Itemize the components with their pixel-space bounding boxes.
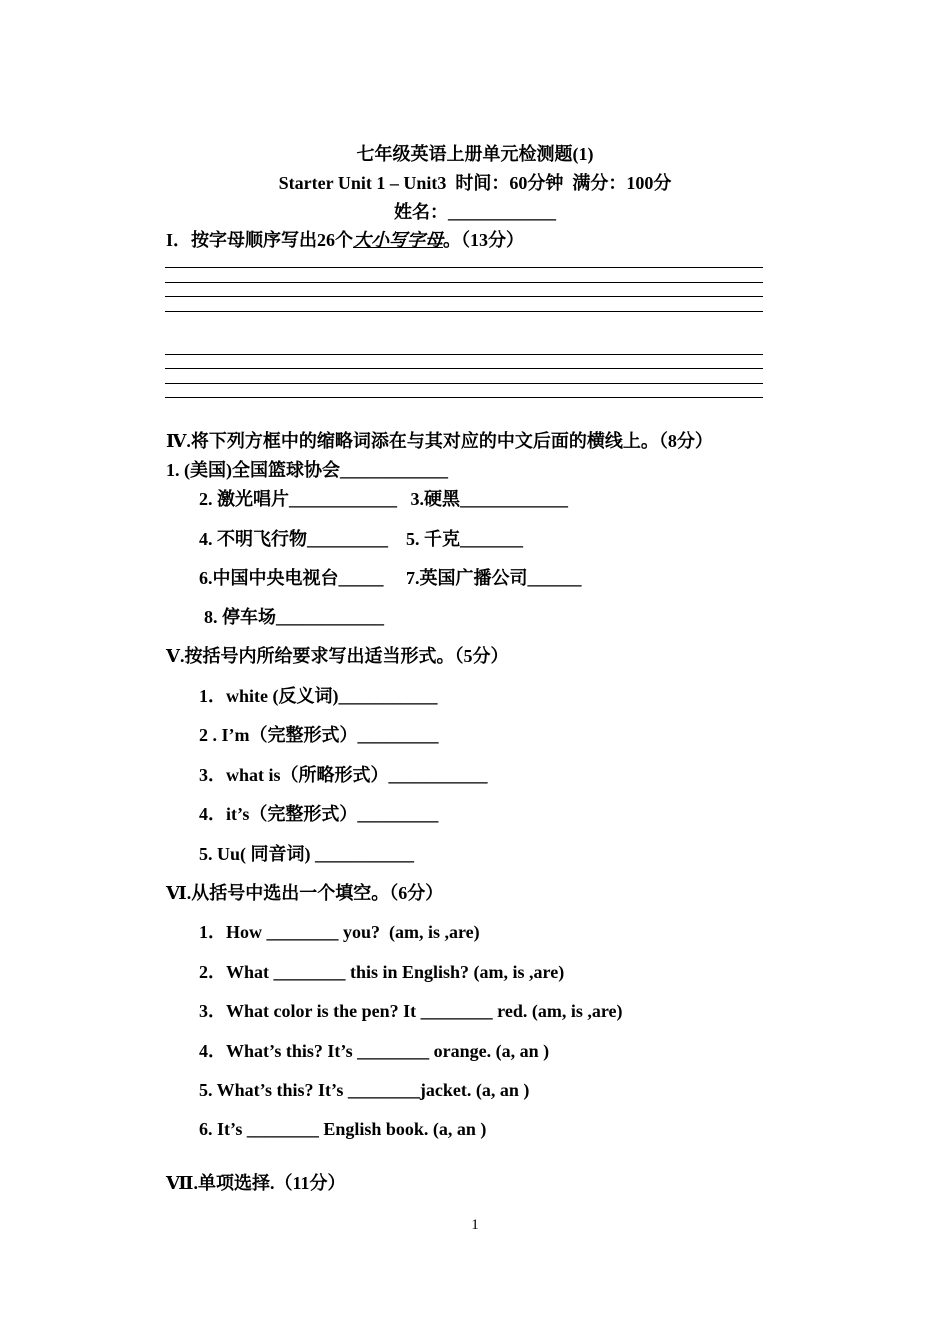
section4-item: 2. 激光唱片____________ 3.硬黑____________ — [199, 489, 568, 509]
section1-heading — [166, 229, 524, 251]
section4-heading: Ⅳ.将下列方框中的缩略词添在与其对应的中文后面的横线上。（8分） — [166, 431, 713, 451]
writing-line[interactable] — [165, 267, 763, 268]
name-line: 姓名：____________ — [394, 202, 556, 222]
section6-item: 4．What’s this? It’s ________ orange. (a, an ) — [199, 1041, 550, 1061]
section1-heading-pre: I．按字母顺序写出26个 — [166, 230, 354, 250]
section5-item: 2 . I’m（完整形式）_________ — [199, 725, 439, 745]
section6-item: 5. What’s this? It’s ________jacket. (a, an ) — [199, 1080, 530, 1100]
section5-heading: Ⅴ.按括号内所给要求写出适当形式。（5分） — [166, 646, 509, 666]
section6-item: 1．How ________ you? (am, is ,are) — [199, 922, 480, 942]
section5-item: 1．white (反义词)___________ — [199, 686, 438, 706]
writing-line[interactable] — [165, 296, 763, 297]
writing-line[interactable] — [165, 383, 763, 384]
section1-heading-em: 大小写字母 — [353, 230, 444, 250]
writing-line[interactable] — [165, 397, 763, 398]
page-title: 七年级英语上册单元检测题(1) — [356, 144, 594, 164]
section6-heading: Ⅵ.从括号中选出一个填空。（6分） — [166, 883, 444, 903]
section7-heading: Ⅶ.单项选择.（11分） — [166, 1173, 346, 1193]
section6-item: 3．What color is the pen? It ________ red. (am, is ,are) — [199, 1001, 623, 1021]
section6-item: 2．What ________ this in English? (am, is ,are) — [199, 962, 565, 982]
section5-item: 5. Uu( 同音词) ___________ — [199, 844, 414, 864]
writing-line[interactable] — [165, 368, 763, 369]
writing-line[interactable] — [165, 282, 763, 283]
writing-line[interactable] — [165, 354, 763, 355]
writing-line[interactable] — [165, 311, 763, 312]
section6-item: 6. It’s ________ English book. (a, an ) — [199, 1119, 487, 1139]
section4-item: 1. (美国)全国篮球协会____________ — [166, 460, 448, 480]
section4-item: 4. 不明飞行物_________ 5. 千克_______ — [199, 529, 523, 549]
page-subtitle: Starter Unit 1 – Unit3 时间：60分钟 满分：100分 — [278, 173, 672, 193]
section5-item: 4．it’s（完整形式）_________ — [199, 804, 439, 824]
page-number: 1 — [471, 1217, 479, 1233]
section4-item: 8. 停车场____________ — [204, 607, 384, 627]
section5-item: 3．what is（所略形式）___________ — [199, 765, 488, 785]
section1-heading-post: 。（13分） — [443, 230, 525, 250]
section4-item: 6.中国中央电视台_____ 7.英国广播公司______ — [199, 568, 582, 588]
